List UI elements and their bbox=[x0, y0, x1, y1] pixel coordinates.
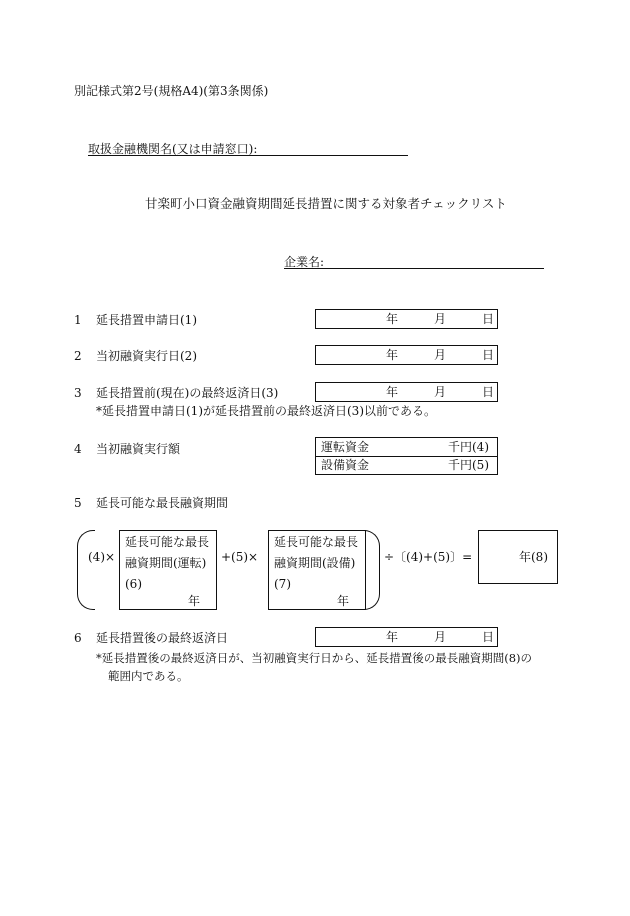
box2-unit: 年 bbox=[337, 594, 350, 608]
formula-box1[interactable] bbox=[119, 530, 217, 610]
equipment-capital-label: 設備資金 bbox=[321, 458, 370, 472]
box1-line2: 融資期間(運転) bbox=[125, 556, 207, 570]
month-unit: 月 bbox=[434, 385, 447, 399]
day-unit: 日 bbox=[482, 348, 495, 362]
item1-label: 延長措置申請日(1) bbox=[96, 313, 197, 327]
working-capital-row[interactable] bbox=[316, 438, 497, 457]
working-capital-unit: 千円(4) bbox=[448, 440, 489, 454]
box1-unit: 年 bbox=[188, 594, 201, 608]
formula-op1: (4)× bbox=[88, 550, 116, 564]
year-unit: 年 bbox=[386, 385, 399, 399]
item2-number: 2 bbox=[74, 349, 82, 363]
item5-label: 延長可能な最長融資期間 bbox=[96, 496, 229, 510]
formula-box2[interactable] bbox=[268, 530, 366, 610]
left-paren bbox=[77, 530, 95, 610]
result-unit: 年(8) bbox=[519, 550, 548, 564]
item3-note: *延長措置申請日(1)が延長措置前の最終返済日(3)以前である。 bbox=[96, 404, 436, 418]
item3-date-box[interactable] bbox=[315, 382, 498, 402]
item6-label: 延長措置後の最終返済日 bbox=[96, 631, 229, 645]
day-unit: 日 bbox=[482, 385, 495, 399]
month-unit: 月 bbox=[434, 312, 447, 326]
item2-date-box[interactable] bbox=[315, 345, 498, 365]
item3-number: 3 bbox=[74, 386, 82, 400]
month-unit: 月 bbox=[434, 630, 447, 644]
company-underline[interactable] bbox=[284, 268, 544, 269]
box2-line3: (7) bbox=[274, 577, 291, 591]
item1-date-box[interactable] bbox=[315, 309, 498, 329]
page-title: 甘楽町小口資金融資期間延長措置に関する対象者チェックリスト bbox=[145, 196, 507, 211]
form-id: 別記様式第2号(規格A4)(第3条関係) bbox=[74, 84, 269, 98]
box2-line2: 融資期間(設備) bbox=[274, 556, 356, 570]
formula-op2: +(5)× bbox=[221, 550, 259, 564]
formula-result-box[interactable] bbox=[478, 530, 558, 584]
box1-line1: 延長可能な最長 bbox=[125, 535, 210, 549]
equipment-capital-unit: 千円(5) bbox=[448, 458, 489, 472]
item4-label: 当初融資実行額 bbox=[96, 442, 181, 456]
right-paren bbox=[362, 530, 380, 610]
day-unit: 日 bbox=[482, 630, 495, 644]
item6-note-line2: 範囲内である。 bbox=[108, 669, 189, 683]
box2-line1: 延長可能な最長 bbox=[274, 535, 359, 549]
item4-number: 4 bbox=[74, 442, 82, 456]
day-unit: 日 bbox=[482, 312, 495, 326]
box1-line3: (6) bbox=[125, 577, 142, 591]
year-unit: 年 bbox=[386, 630, 399, 644]
institution-label: 取扱金融機関名(又は申請窓口): bbox=[88, 142, 258, 156]
formula-op3: ÷〔(4)+(5)〕= bbox=[384, 550, 473, 564]
working-capital-label: 運転資金 bbox=[321, 440, 370, 454]
item3-label: 延長措置前(現在)の最終返済日(3) bbox=[96, 386, 279, 400]
year-unit: 年 bbox=[386, 312, 399, 326]
item4-amount-table bbox=[315, 437, 498, 475]
item1-number: 1 bbox=[74, 313, 82, 327]
equipment-capital-row[interactable] bbox=[316, 456, 497, 474]
company-label: 企業名: bbox=[284, 255, 325, 269]
institution-underline[interactable] bbox=[88, 155, 408, 156]
item6-number: 6 bbox=[74, 631, 82, 645]
month-unit: 月 bbox=[434, 348, 447, 362]
year-unit: 年 bbox=[386, 348, 399, 362]
item2-label: 当初融資実行日(2) bbox=[96, 349, 197, 363]
item6-date-box[interactable] bbox=[315, 627, 498, 647]
item6-note-line1: *延長措置後の最終返済日が、当初融資実行日から、延長措置後の最長融資期間(8)の bbox=[96, 651, 533, 665]
item5-number: 5 bbox=[74, 496, 82, 510]
